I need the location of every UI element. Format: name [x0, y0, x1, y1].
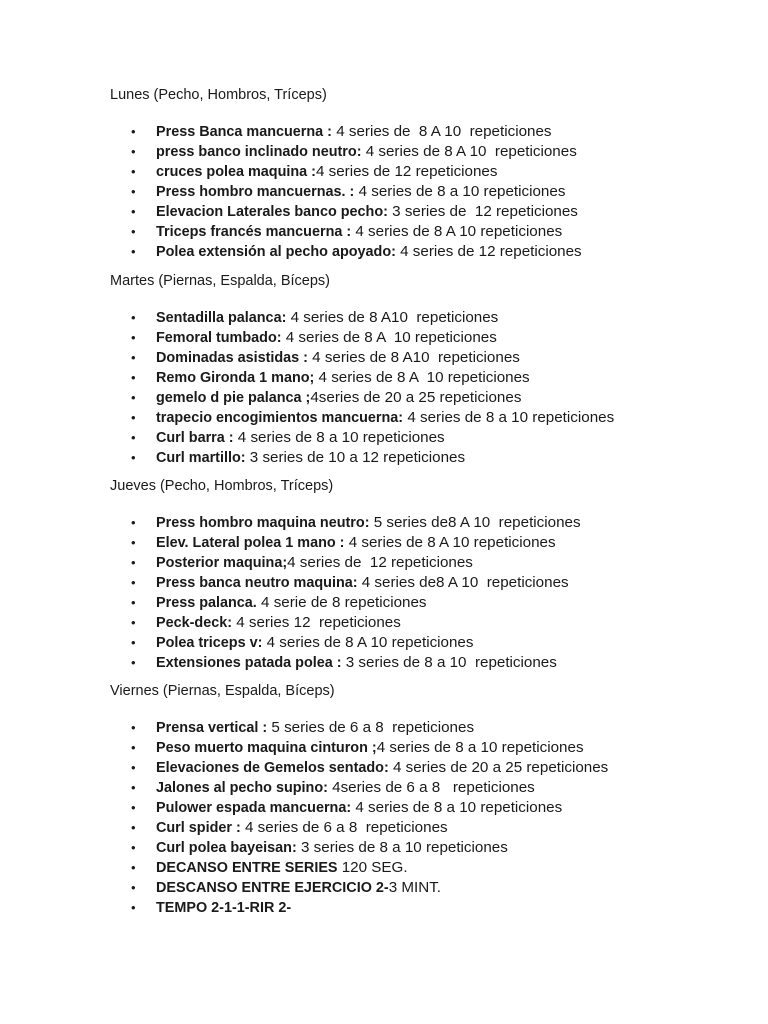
- list-item: [110, 308, 750, 328]
- exercise-detail: 4 series 12 repeticiones: [232, 614, 401, 631]
- exercise-name: Posterior maquina;: [156, 555, 288, 571]
- exercise-name: Press banca neutro maquina:: [156, 575, 358, 591]
- exercise-detail: 4 series de 8 A10 repeticiones: [307, 349, 520, 366]
- list-item: [110, 242, 750, 262]
- exercise-name: Sentadilla palanca:: [156, 310, 287, 326]
- list-item: [110, 202, 750, 222]
- list-item: [110, 348, 750, 368]
- exercise-detail: 4 series de 8 A 10 repeticiones: [314, 369, 530, 386]
- exercise-name: Press palanca.: [156, 595, 257, 611]
- exercise-name: Polea extensión al pecho apoyado:: [156, 244, 396, 260]
- exercise-detail: 4 series de 8 A 10 repeticiones: [331, 123, 552, 140]
- exercise-detail: 4 series de 12 repeticiones: [315, 163, 498, 180]
- list-item: [110, 898, 750, 918]
- exercise-detail: 4 series de8 A 10 repeticiones: [357, 574, 569, 591]
- list-item: [110, 368, 750, 388]
- exercise-detail: 120 SEG.: [337, 859, 408, 876]
- exercise-name: Dominadas asistidas :: [156, 350, 308, 366]
- exercise-name: Peso muerto maquina cinturon ;: [156, 740, 377, 756]
- list-item: [110, 798, 750, 818]
- day-section-jueves: [110, 477, 750, 673]
- day-heading: Viernes (Piernas, Espalda, Bíceps): [110, 683, 335, 699]
- list-item: [110, 858, 750, 878]
- list-item: [110, 653, 750, 673]
- exercise-detail: 4 series de 12 repeticiones: [395, 243, 582, 260]
- exercise-detail: 4 series de 12 repeticiones: [287, 554, 473, 571]
- list-item: [110, 122, 750, 142]
- exercise-detail: 4 serie de 8 repeticiones: [256, 594, 427, 611]
- list-item: [110, 388, 750, 408]
- exercise-name: Prensa vertical :: [156, 720, 268, 736]
- exercise-detail: 4 series de 8 a 10 repeticiones: [403, 409, 615, 426]
- exercise-name: Elevacion Laterales banco pecho:: [156, 204, 388, 220]
- exercise-detail: 4 series de 8 a 10 repeticiones: [351, 799, 563, 816]
- exercise-list: [110, 513, 750, 673]
- list-item: [110, 758, 750, 778]
- exercise-name: Triceps francés mancuerna :: [156, 224, 352, 240]
- exercise-name: Jalones al pecho supino:: [156, 780, 328, 796]
- list-item: [110, 328, 750, 348]
- exercise-name: Press Banca mancuerna :: [156, 124, 332, 140]
- exercise-detail: 3 series de 10 a 12 repeticiones: [245, 449, 466, 466]
- list-item: [110, 593, 750, 613]
- list-item: [110, 182, 750, 202]
- exercise-detail: 4 series de 8 A 10 repeticiones: [281, 329, 497, 346]
- list-item: [110, 553, 750, 573]
- list-item: [110, 738, 750, 758]
- day-heading: Martes (Piernas, Espalda, Bíceps): [110, 273, 331, 289]
- exercise-name: Curl martillo:: [156, 450, 246, 466]
- exercise-name: Press hombro maquina neutro:: [156, 515, 370, 531]
- exercise-detail: 4 series de 8 a 10 repeticiones: [376, 739, 584, 756]
- exercise-detail: 4series de 20 a 25 repeticiones: [310, 389, 522, 406]
- exercise-detail: 3 MINT.: [388, 879, 442, 896]
- exercise-detail: 4 series de 6 a 8 repeticiones: [240, 819, 448, 836]
- exercise-detail: 4series de 6 a 8 repeticiones: [327, 779, 535, 796]
- exercise-name: Curl polea bayeisan:: [156, 840, 297, 856]
- exercise-detail: 4 series de 8 A 10 repeticiones: [351, 223, 563, 240]
- list-item: [110, 162, 750, 182]
- exercise-detail: 3 series de 8 a 10 repeticiones: [296, 839, 508, 856]
- exercise-name: Elevaciones de Gemelos sentado:: [156, 760, 389, 776]
- exercise-detail: 4 series de 8 A 10 repeticiones: [262, 634, 474, 651]
- exercise-name: gemelo d pie palanca ;: [156, 390, 311, 406]
- exercise-name: Curl barra :: [156, 430, 234, 446]
- list-item: [110, 513, 750, 533]
- list-item: [110, 142, 750, 162]
- list-item: [110, 428, 750, 448]
- exercise-name: Pulower espada mancuerna:: [156, 800, 352, 816]
- list-item: [110, 573, 750, 593]
- exercise-name: Femoral tumbado:: [156, 330, 282, 346]
- exercise-detail: 5 series de8 A 10 repeticiones: [369, 514, 581, 531]
- exercise-detail: 3 series de 12 repeticiones: [387, 203, 578, 220]
- list-item: [110, 613, 750, 633]
- exercise-name: Curl spider :: [156, 820, 241, 836]
- exercise-detail: 4 series de 20 a 25 repeticiones: [388, 759, 609, 776]
- exercise-list: [110, 308, 750, 468]
- list-item: [110, 838, 750, 858]
- exercise-detail: 4 series de 8 A 10 repeticiones: [361, 143, 577, 160]
- list-item: [110, 718, 750, 738]
- exercise-name: cruces polea maquina :: [156, 164, 316, 180]
- day-section-lunes: [110, 86, 750, 262]
- list-item: [110, 448, 750, 468]
- exercise-detail: 4 series de 8 a 10 repeticiones: [233, 429, 445, 446]
- exercise-name: press banco inclinado neutro:: [156, 144, 362, 160]
- list-item: [110, 408, 750, 428]
- exercise-name: Extensiones patada polea :: [156, 655, 342, 671]
- exercise-name: Peck-deck:: [156, 615, 232, 631]
- exercise-name: Remo Gironda 1 mano;: [156, 370, 315, 386]
- list-item: [110, 222, 750, 242]
- exercise-name: Elev. Lateral polea 1 mano :: [156, 535, 345, 551]
- exercise-name: trapecio encogimientos mancuerna:: [156, 410, 404, 426]
- exercise-name: Polea triceps v:: [156, 635, 263, 651]
- exercise-name: Press hombro mancuernas. :: [156, 184, 355, 200]
- exercise-detail: 5 series de 6 a 8 repeticiones: [267, 719, 475, 736]
- list-item: [110, 533, 750, 553]
- exercise-detail: 3 series de 8 a 10 repeticiones: [341, 654, 557, 671]
- exercise-detail: 4 series de 8 a 10 repeticiones: [354, 183, 566, 200]
- exercise-name: TEMPO 2-1-1-RIR 2-: [156, 900, 292, 916]
- day-section-martes: [110, 272, 750, 468]
- day-section-viernes: [110, 682, 750, 918]
- exercise-list: [110, 718, 750, 918]
- list-item: [110, 818, 750, 838]
- day-heading: Lunes (Pecho, Hombros, Tríceps): [110, 87, 327, 103]
- list-item: [110, 878, 750, 898]
- list-item: [110, 633, 750, 653]
- exercise-detail: 4 series de 8 A10 repeticiones: [286, 309, 499, 326]
- list-item: [110, 778, 750, 798]
- exercise-name: DESCANSO ENTRE EJERCICIO 2-: [156, 880, 389, 896]
- day-heading: Jueves (Pecho, Hombros, Tríceps): [110, 478, 334, 494]
- exercise-detail: 4 series de 8 A 10 repeticiones: [344, 534, 556, 551]
- exercise-name: DECANSO ENTRE SERIES: [156, 860, 338, 876]
- exercise-list: [110, 122, 750, 262]
